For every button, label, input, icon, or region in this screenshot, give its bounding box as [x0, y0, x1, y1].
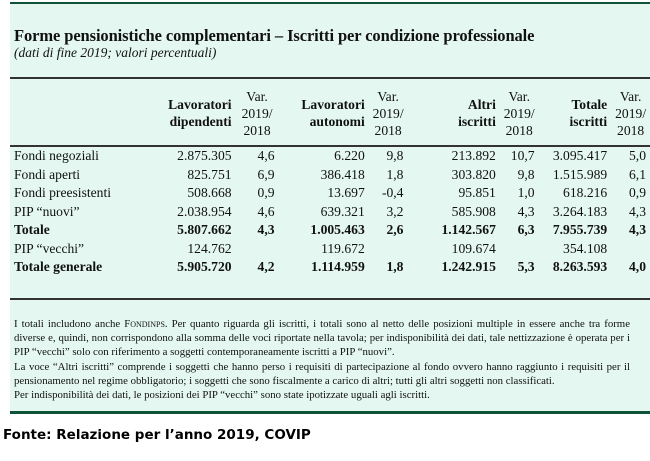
cell-count: 7.955.739 [552, 222, 608, 237]
cell-variation: 3,2 [386, 203, 404, 219]
cell-count: 508.668 [187, 185, 232, 200]
cell-variation: 4,3 [629, 203, 646, 219]
cell-count: 386.418 [320, 166, 365, 182]
header-text: Var. [619, 88, 642, 104]
cell-variation: 4,3 [629, 222, 646, 237]
row-label: Fondi aperti [14, 166, 81, 182]
cell-count: 8.263.593 [552, 259, 608, 274]
cell-count: 618.216 [563, 185, 608, 200]
table-title: Forme pensionistiche complementari – Iscritti per condizione professionale [14, 26, 535, 45]
header-text: Var. [246, 88, 268, 104]
cell-variation: 4,6 [257, 203, 275, 219]
cell-variation [496, 240, 539, 259]
row-label: PIP “nuovi” [14, 203, 80, 219]
footnotes [14, 317, 630, 402]
cell-count: 3.095.417 [552, 148, 608, 163]
header-text: Var. [377, 88, 399, 104]
header-cell [407, 82, 495, 144]
cell-variation: 4,3 [257, 222, 275, 237]
header-cell-variation [232, 82, 279, 144]
header-text: 2018 [374, 122, 402, 138]
header-cell-variation [496, 82, 539, 144]
cell-variation [365, 240, 408, 259]
cell-variation: 9,8 [386, 148, 404, 163]
row-label: Totale [14, 222, 50, 237]
cell-variation: 6,3 [517, 222, 535, 237]
cell-count: 1.142.567 [441, 222, 496, 237]
cell-count: 1.114.959 [311, 259, 365, 274]
cell-count: 95.851 [458, 185, 496, 200]
table-row [10, 184, 650, 203]
cell-variation: 4,3 [517, 203, 535, 219]
cell-count: 2.038.954 [177, 203, 232, 219]
table-subtitle: (dati di fine 2019; valori percentuali) [14, 45, 217, 60]
header-cell-variation [607, 82, 650, 144]
header-text: 2019/ [372, 105, 404, 121]
cell-count: 639.321 [320, 203, 365, 219]
table-panel [10, 2, 650, 414]
cell-count: 5.905.720 [177, 259, 232, 274]
cell-count: 303.820 [451, 166, 496, 182]
cell-count: 213.892 [451, 148, 496, 163]
cell-count: 119.672 [321, 240, 365, 256]
header-text: 2019/ [503, 105, 535, 121]
cell-variation: 0,9 [629, 185, 646, 200]
cell-count: 1.242.915 [441, 259, 496, 274]
header-text: iscritti [569, 114, 608, 129]
header-cell [279, 82, 365, 144]
table-body [10, 144, 650, 277]
cell-variation: 10,7 [510, 148, 535, 163]
header-text: 2018 [243, 122, 271, 138]
header-text: Totale [571, 97, 608, 112]
cell-count: 2.875.305 [177, 148, 232, 163]
header-text: autonomi [309, 114, 365, 129]
cell-variation: 1,0 [517, 185, 535, 200]
row-label: PIP “vecchi” [14, 240, 85, 256]
cell-count: 13.697 [327, 185, 365, 200]
cell-count: 1.515.989 [552, 166, 608, 182]
cell-count: 124.762 [187, 240, 232, 256]
header-text: 2019/ [241, 105, 273, 121]
footnote-1: I totali includono anche Fondinps. Per quanto riguarda gli iscritti, i totali sono al netto delle posizioni multiple in essere anche tra forme diverse e, quindi, non corrispondono alla somma delle voci riportate nella tavola; per indisponibilità dei dati, tale nettizzazione è operata per i PIP “vecchi” solo con riferimento a soggetti contemporaneamente iscritti a PIP “nuovi”. [14, 318, 631, 359]
cell-variation: 2,6 [386, 222, 404, 237]
cell-variation: 6,1 [629, 166, 646, 182]
row-label: Totale generale [14, 259, 103, 274]
header-text: Lavoratori [301, 97, 365, 112]
footnote-2: La voce “Altri iscritti” comprende i soggetti che hanno perso i requisiti di partecipazione al fondo ovvero hanno raggiunto i requisiti per il pensionamento nel regime obbligatorio; i soggetti che sono fiscalmente a carico di altri; tutti gli altri soggetti non classificati. [14, 360, 630, 387]
header-text: Lavoratori [168, 97, 232, 112]
table-row [10, 258, 650, 277]
table-bottom-rule [10, 298, 650, 300]
header-text: 2019/ [615, 105, 647, 121]
cell-variation: 4,0 [629, 259, 646, 274]
header-text: 2018 [617, 122, 645, 138]
header-cell [539, 82, 608, 144]
data-table [10, 82, 650, 277]
table-row [10, 166, 650, 185]
cell-variation: 5,3 [517, 259, 535, 274]
header-cell-variation [365, 82, 408, 144]
cell-variation: -0,4 [381, 185, 404, 200]
cell-variation: 4,6 [257, 148, 275, 163]
cell-count: 109.674 [451, 240, 496, 256]
cell-variation: 9,8 [517, 166, 535, 182]
header-text: dipendenti [169, 114, 232, 129]
header-cell [156, 82, 231, 144]
cell-count: 5.807.662 [177, 222, 232, 237]
cell-variation: 0,9 [257, 185, 275, 200]
row-label: Fondi preesistenti [14, 185, 112, 200]
header-row [10, 82, 650, 144]
table-row [10, 144, 650, 166]
cell-variation [232, 240, 279, 259]
cell-count: 825.751 [187, 166, 232, 182]
header-top-rule [10, 77, 650, 79]
row-label: Fondi negoziali [14, 148, 99, 163]
header-text: 2018 [505, 122, 533, 138]
table-row [10, 240, 650, 259]
cell-count: 6.220 [334, 148, 365, 163]
header-text: iscritti [458, 114, 496, 129]
table-row [10, 221, 650, 240]
cell-variation: 1,8 [386, 259, 404, 274]
source-caption: Fonte: Relazione per l’anno 2019, COVIP [3, 427, 311, 443]
header-text: Var. [508, 88, 530, 104]
cell-count: 1.005.463 [310, 222, 365, 237]
fondinps-smallcaps: Fondinps [124, 318, 165, 330]
cell-variation [607, 240, 650, 259]
cell-count: 354.108 [563, 240, 608, 256]
cell-variation: 4,2 [257, 259, 275, 274]
cell-variation: 5,0 [629, 148, 646, 163]
cell-count: 3.264.183 [552, 203, 608, 219]
cell-count: 585.908 [451, 203, 496, 219]
header-text: Altri [467, 97, 496, 112]
table-row [10, 203, 650, 222]
footnote-3: Per indisponibilità dei dati, le posizioni dei PIP “vecchi” sono state ipotizzate uguali agli iscritti. [14, 389, 430, 402]
cell-variation: 6,9 [257, 166, 275, 182]
header-cell-empty [10, 82, 156, 144]
cell-variation: 1,8 [386, 166, 404, 182]
